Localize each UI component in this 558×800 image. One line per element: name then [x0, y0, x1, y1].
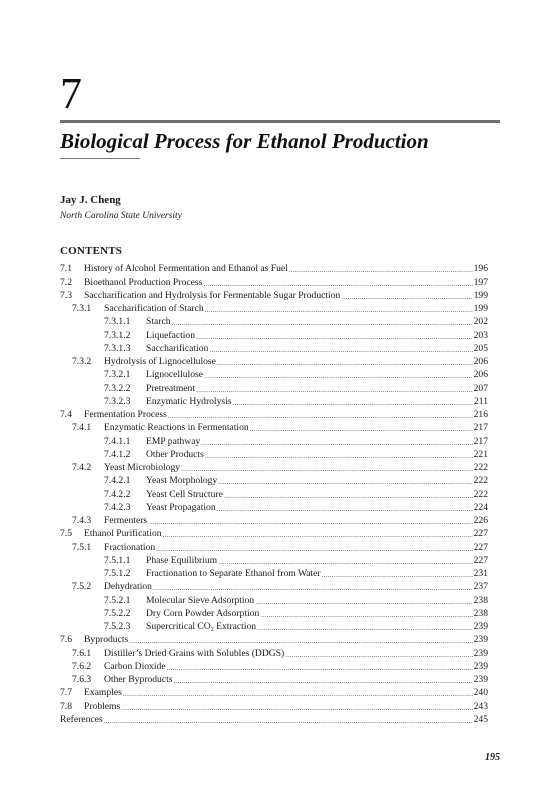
contents-heading: CONTENTS: [60, 245, 123, 257]
toc-section-number: 7.3.2: [72, 356, 92, 367]
toc-page-number: 227: [473, 554, 488, 566]
toc-page-number: 239: [473, 647, 488, 659]
toc-section-title: Enzymatic Reactions in Fermentation: [104, 422, 249, 434]
dot-leader: [255, 597, 472, 607]
toc-entry[interactable]: [60, 633, 488, 646]
toc-section-title: Starch: [146, 316, 171, 328]
toc-entry[interactable]: [60, 434, 488, 447]
toc-page-number: 239: [473, 674, 488, 685]
dot-leader: [156, 544, 472, 554]
toc-page-number: 197: [473, 276, 488, 288]
toc-section-number: 7.3.1: [72, 303, 92, 314]
dot-leader: [181, 464, 473, 474]
toc-section-number: 7.3.2.2: [104, 382, 131, 394]
dot-leader: [121, 703, 472, 713]
title-underline: [60, 158, 140, 159]
toc-section-title: Fermentation Process: [84, 409, 167, 420]
toc-section-number: 7.3.2.1: [104, 369, 131, 381]
toc-section-title: Other Byproducts: [104, 674, 173, 685]
chapter-title: Biological Process for Ethanol Production: [60, 129, 429, 153]
toc-entry[interactable]: [60, 474, 488, 487]
author-affiliation: North Carolina State University: [60, 211, 182, 221]
dot-leader: [224, 491, 473, 501]
toc-page-number: 227: [473, 541, 488, 553]
toc-entry[interactable]: [60, 593, 488, 606]
toc-entry[interactable]: [60, 514, 488, 527]
dot-leader: [104, 716, 473, 726]
toc-section-number: 7.6.1: [72, 647, 92, 659]
toc-section-number: 7.5.1.2: [104, 568, 131, 579]
dot-leader: [218, 477, 472, 487]
dot-leader: [167, 663, 473, 673]
toc-section-number: 7.6.3: [72, 674, 92, 685]
toc-page-number: 206: [473, 356, 488, 367]
toc-section-title: Yeast Morphology: [146, 475, 218, 487]
toc-page-number: 203: [473, 329, 488, 341]
toc-section-title: EMP pathway: [146, 435, 201, 447]
toc-entry[interactable]: [60, 368, 488, 381]
toc-section-title: Fractionation to Separate Ethanol from Water: [146, 568, 321, 579]
toc-section-number: 7.3.2.3: [104, 395, 131, 407]
toc-section-number: 7.4.2: [72, 462, 92, 473]
toc-section-title: Fractionation: [104, 541, 156, 553]
toc-section-number: 7.4.2.3: [104, 501, 131, 513]
toc-section-number: 7.4.3: [72, 515, 92, 526]
toc-section-title: Examples: [84, 687, 122, 699]
toc-section-number: 7.3.1.1: [104, 316, 131, 328]
toc-entry[interactable]: [60, 421, 488, 434]
toc-section-number: 7.3.1.3: [104, 342, 131, 354]
toc-entry[interactable]: [60, 315, 488, 328]
toc-section-number: 7.4.2.2: [104, 488, 131, 500]
toc-section-number: 7.8: [60, 700, 72, 712]
toc-entry[interactable]: [60, 262, 488, 275]
dot-leader: [260, 610, 472, 620]
toc-section-number: 7.4.2.1: [104, 475, 131, 487]
toc-page-number: 196: [473, 263, 488, 275]
toc-page-number: 238: [473, 594, 488, 606]
dot-leader: [217, 358, 473, 368]
dot-leader: [168, 411, 473, 421]
toc-page-number: 222: [473, 462, 488, 473]
toc-entry[interactable]: [60, 302, 488, 315]
toc-section-title: Molecular Sieve Adsorption: [146, 594, 255, 606]
toc-section-number: 7.4.1.2: [104, 448, 131, 460]
toc-page-number: 216: [473, 409, 488, 420]
toc-section-title: Enzymatic Hydrolysis: [146, 395, 232, 407]
toc-section-title: Byproducts: [84, 634, 129, 646]
toc-page-number: 239: [473, 621, 488, 632]
toc-page-number: 206: [473, 369, 488, 381]
dot-leader: [148, 517, 472, 527]
toc-entry[interactable]: [60, 448, 488, 461]
toc-page-number: 222: [473, 475, 488, 487]
toc-section-title: Yeast Microbiology: [104, 462, 181, 473]
toc-entry[interactable]: [60, 501, 488, 514]
toc-entry[interactable]: [60, 686, 488, 699]
toc-section-title: Lignocellulose: [146, 369, 204, 381]
dot-leader: [217, 504, 473, 514]
chapter-rule: [60, 120, 500, 123]
toc-page-number: 217: [473, 435, 488, 447]
dot-leader: [203, 279, 472, 289]
dot-leader: [289, 265, 473, 275]
toc-entry[interactable]: [60, 408, 488, 421]
toc-section-number: 7.4.1.1: [104, 435, 131, 447]
toc-section-number: 7.5.2: [72, 581, 92, 593]
dot-leader: [322, 570, 473, 580]
toc-page-number: 199: [473, 289, 488, 301]
toc-section-number: 7.6.2: [72, 660, 92, 672]
toc-entry[interactable]: [60, 540, 488, 553]
dot-leader: [201, 438, 472, 448]
toc-page-number: 224: [473, 501, 488, 513]
toc-page-number: 207: [473, 382, 488, 394]
dot-leader: [196, 385, 473, 395]
toc-page-number: 240: [473, 687, 488, 699]
toc-page-number: 211: [473, 395, 488, 407]
dot-leader: [205, 305, 473, 315]
toc-section-title: Problems: [84, 700, 121, 712]
toc-entry[interactable]: [60, 527, 488, 540]
toc-section-title: Ethanol Purification: [84, 528, 162, 540]
dot-leader: [218, 557, 472, 567]
toc-section-number: 7.3: [60, 289, 72, 301]
toc-section-number: 7.5.2.1: [104, 594, 131, 606]
toc-entry[interactable]: [60, 607, 488, 620]
dot-leader: [257, 623, 473, 633]
toc-page-number: 231: [473, 568, 488, 579]
toc-entry[interactable]: [60, 646, 488, 659]
chapter-number: 7: [60, 69, 82, 118]
dot-leader: [196, 332, 473, 342]
toc-entry[interactable]: [60, 487, 488, 500]
toc-section-number: 7.5.2.3: [104, 621, 131, 632]
dot-leader: [209, 345, 472, 355]
toc-section-number: 7.5: [60, 528, 72, 540]
toc-section-title: Carbon Dioxide: [104, 660, 166, 672]
toc-entry[interactable]: [60, 660, 488, 673]
toc-page-number: 227: [473, 528, 488, 540]
toc-entry[interactable]: [60, 289, 488, 302]
dot-leader: [250, 424, 473, 434]
dot-leader: [204, 371, 473, 381]
toc-page-number: 202: [473, 316, 488, 328]
toc-section-number: 7.4: [60, 409, 72, 420]
toc-section-title: Dry Corn Powder Adsorption: [146, 607, 260, 619]
toc-entry[interactable]: [60, 342, 488, 355]
toc-section-number: 7.7: [60, 687, 72, 699]
toc-entry[interactable]: [60, 554, 488, 567]
toc-section-number: 7.5.1: [72, 541, 92, 553]
author-name: Jay J. Cheng: [60, 194, 121, 206]
toc-page-number: 239: [473, 634, 488, 646]
toc-section-number: 7.5.2.2: [104, 607, 131, 619]
toc-section-title: Saccharification and Hydrolysis for Fermentable Sugar Production: [84, 289, 341, 301]
toc-entry[interactable]: [60, 580, 488, 593]
toc-section-title: Fermenters: [104, 515, 148, 526]
dot-leader: [153, 583, 473, 593]
toc-section-title: History of Alcohol Fermentation and Ethanol as Fuel: [84, 263, 288, 275]
toc-entry[interactable]: [60, 567, 488, 580]
toc-section-number: 7.5.1.1: [104, 554, 131, 566]
toc-section-title: Saccharification of Starch: [104, 303, 204, 314]
toc-section-number: 7.1: [60, 263, 72, 275]
toc-entry[interactable]: [60, 620, 488, 633]
toc-section-title: Saccharification: [146, 342, 209, 354]
toc-section-title: Distiller’s Dried Grains with Solubles (DDGS): [104, 647, 285, 659]
toc-section-title: Bioethanol Production Process: [84, 276, 203, 288]
toc-entry[interactable]: [60, 713, 488, 726]
toc-entry[interactable]: [60, 461, 488, 474]
toc-page-number: 245: [473, 713, 488, 725]
toc-entry[interactable]: [60, 381, 488, 394]
toc-page-number: 217: [473, 422, 488, 434]
toc-page-number: 238: [473, 607, 488, 619]
toc-entry[interactable]: [60, 673, 488, 686]
toc-section-title: Phase Equilibrium: [146, 554, 218, 566]
toc-page-number: 226: [473, 515, 488, 526]
toc-entry[interactable]: [60, 328, 488, 341]
dot-leader: [173, 676, 472, 686]
dot-leader: [233, 398, 473, 408]
toc-entry[interactable]: [60, 355, 488, 368]
dot-leader: [205, 451, 473, 461]
toc-section-number: 7.2: [60, 276, 72, 288]
table-of-contents: [60, 262, 488, 726]
toc-section-title: Supercritical $CO_2$ Extraction: [146, 621, 257, 633]
dot-leader: [123, 689, 473, 699]
toc-entry[interactable]: [60, 699, 488, 712]
toc-entry[interactable]: [60, 275, 488, 288]
toc-page-number: 237: [473, 581, 488, 593]
toc-section-number: 7.4.1: [72, 422, 92, 434]
toc-page-number: 221: [473, 448, 488, 460]
dot-leader: [285, 650, 472, 660]
toc-page-number: 205: [473, 342, 488, 354]
toc-page-number: 243: [473, 700, 488, 712]
toc-section-title: Other Products: [146, 448, 204, 460]
toc-section-title: Pretreatment: [146, 382, 196, 394]
dot-leader: [129, 636, 472, 646]
toc-section-number: 7.6: [60, 634, 72, 646]
dot-leader: [163, 530, 473, 540]
toc-entry[interactable]: [60, 395, 488, 408]
toc-page-number: 239: [473, 660, 488, 672]
toc-section-title: Yeast Cell Structure: [146, 488, 223, 500]
dot-leader: [341, 292, 472, 302]
dot-leader: [172, 318, 473, 328]
toc-section-title: Liquefaction: [146, 329, 196, 341]
toc-section-title: References: [60, 713, 103, 725]
toc-section-title: Yeast Propagation: [146, 501, 216, 513]
toc-page-number: 199: [473, 303, 488, 314]
toc-page-number: 222: [473, 488, 488, 500]
page-number: 195: [485, 752, 500, 763]
toc-section-number: 7.3.1.2: [104, 329, 131, 341]
toc-section-title: Hydrolysis of Lignocellulose: [104, 356, 216, 367]
toc-section-title: Dehydration: [104, 581, 152, 593]
